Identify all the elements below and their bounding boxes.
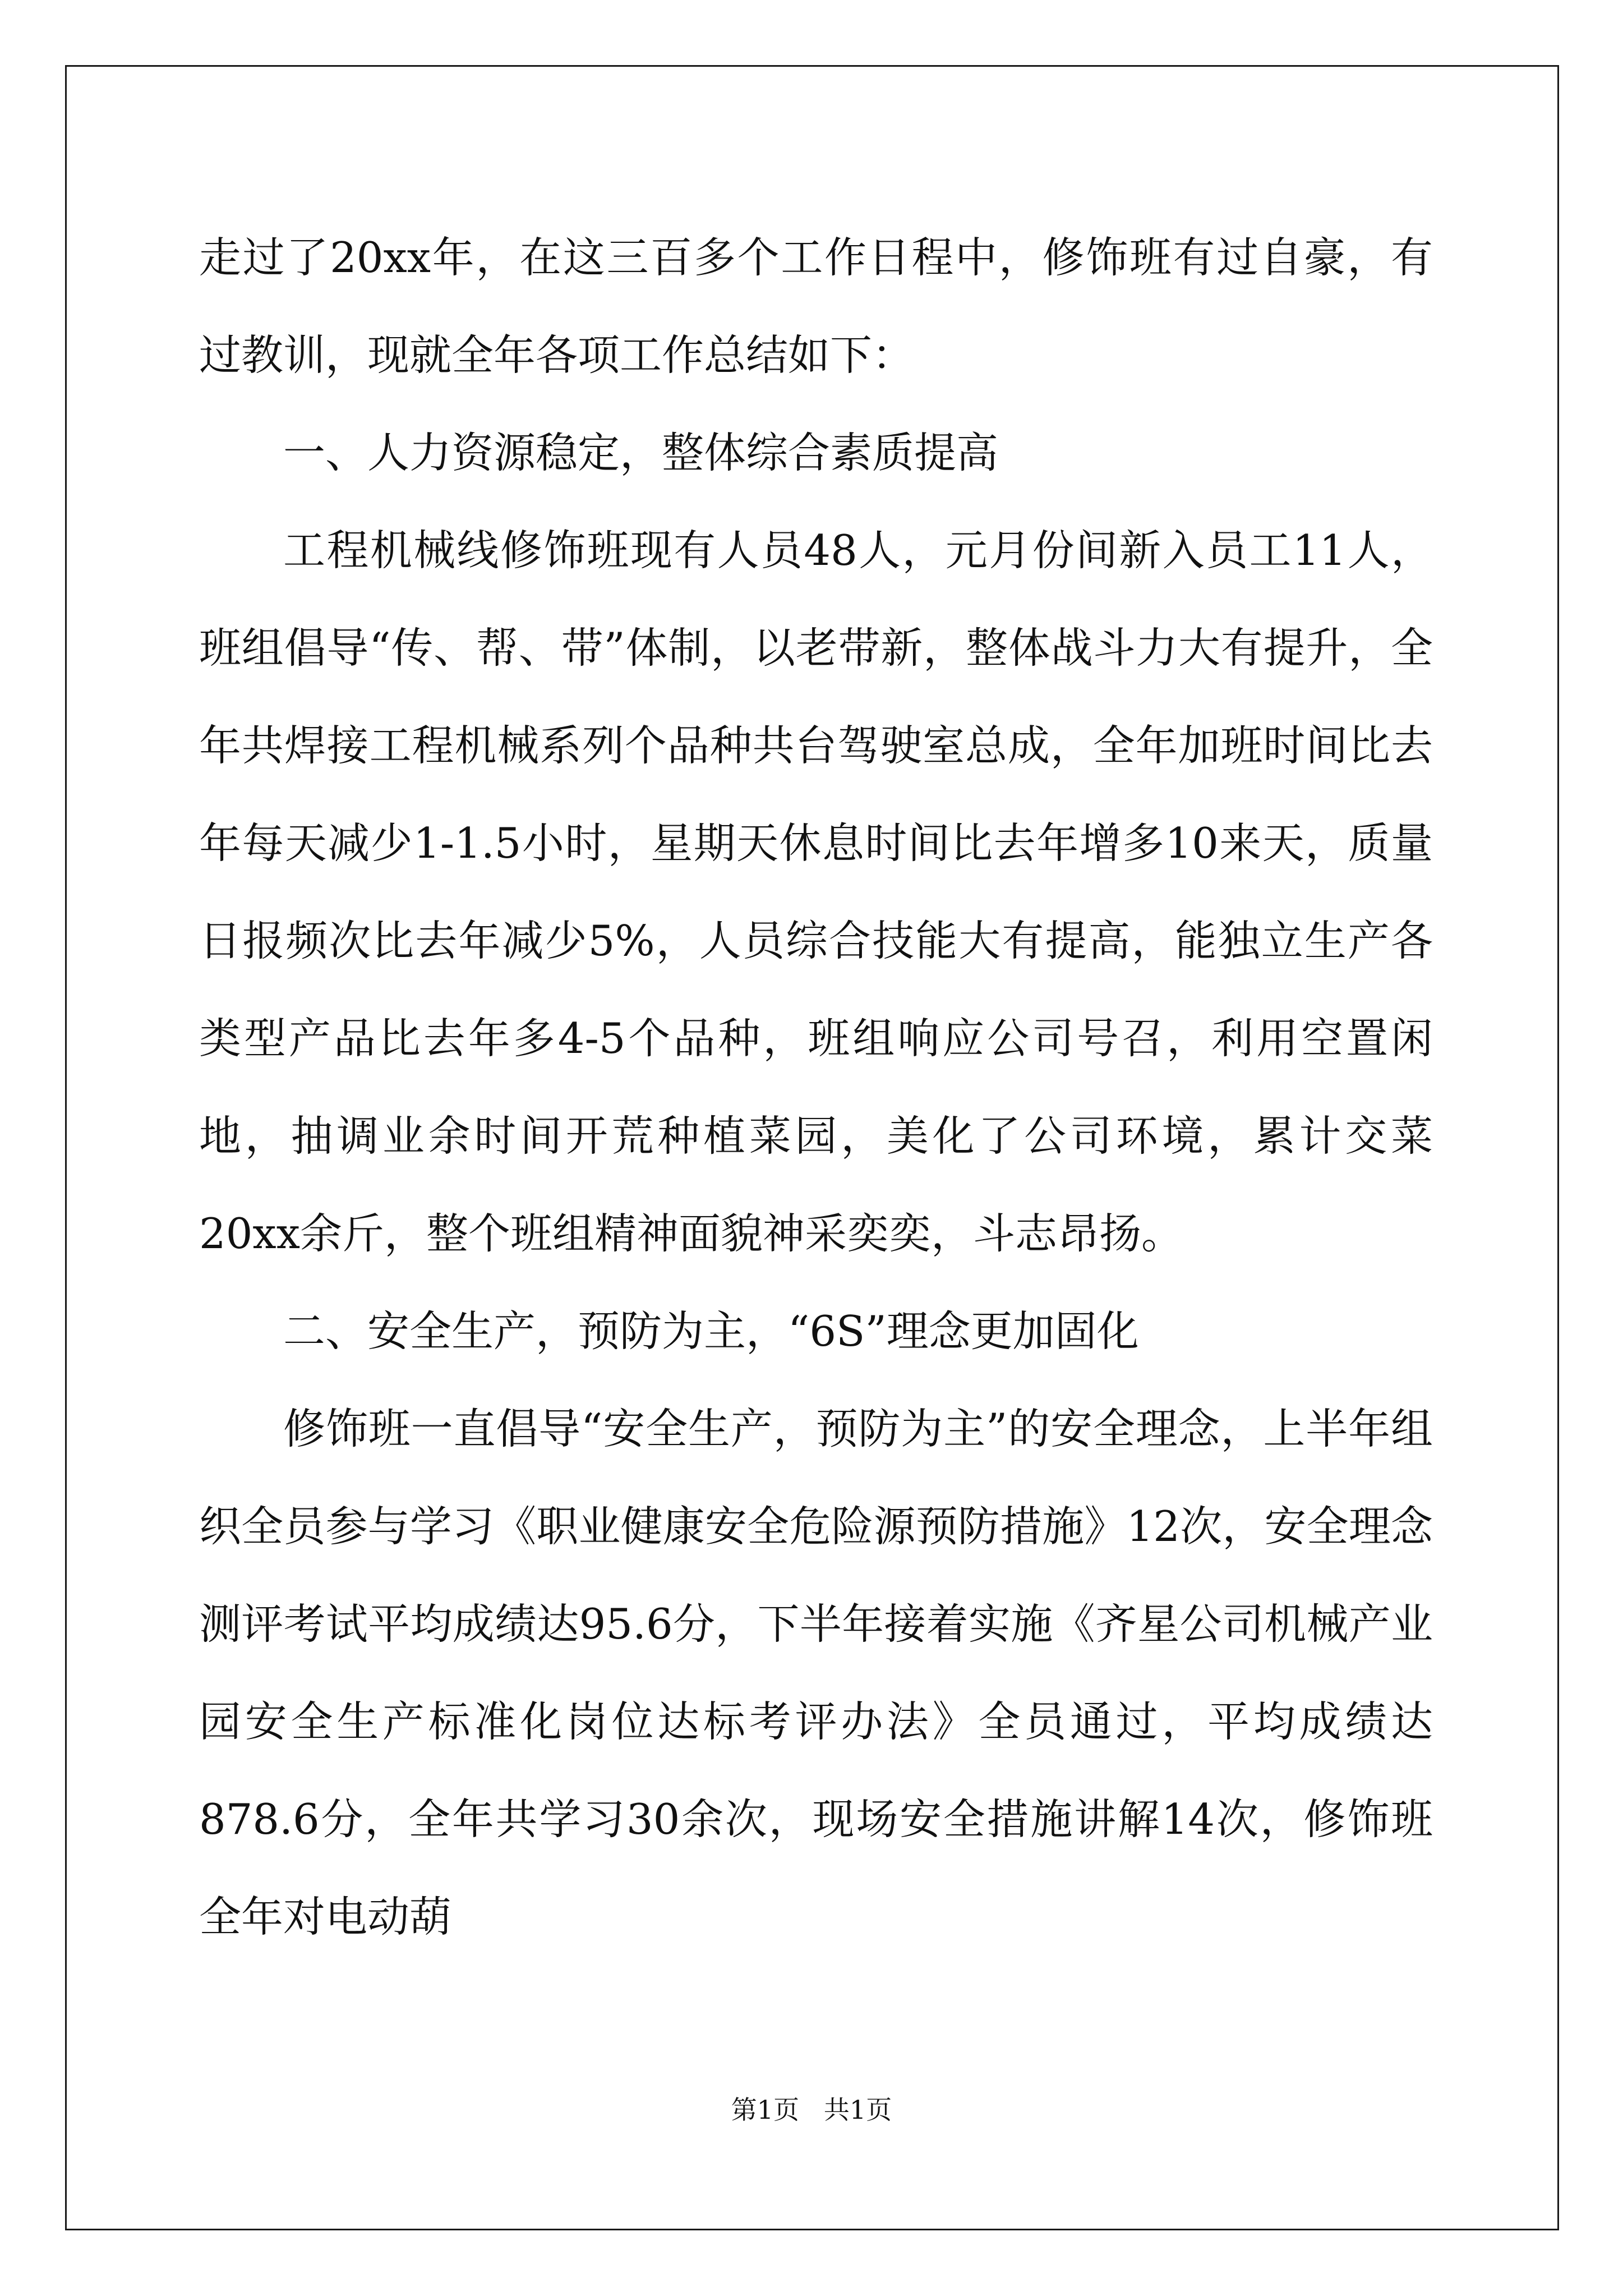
- section-heading-2: 二、安全生产，预防为主，“6S”理念更加固化: [283, 1306, 1139, 1356]
- paragraph-hr: 工程机械线修饰班现有人员48人，元月份间新入员工11人，班组倡导“传、帮、带”体制，以老带新，整体战斗力大有提升，全年共焊接工程机械系列个品种共台驾驶室总成，全年加班时间比去年每天减少1-1.5小时，星期天休息时间比去年增多10来天，质量日报频次比去年减少5%，人员综合技能大有提高，能独立生产各类型产品比去年多4-5个品种，班组响应公司号召，利用空置闲地，抽调业余时间开荒种植菜园，美化了公司环境，累计交菜20xx余斤，整个班组精神面貌神采奕奕，斗志昂扬。: [199, 526, 1433, 1258]
- paragraph-safety: 修饰班一直倡导“安全生产，预防为主”的安全理念，上半年组织全员参与学习《职业健康安全危险源预防措施》12次，安全理念测评考试平均成绩达95.6分，下半年接着实施《齐星公司机械产业园安全生产标准化岗位达标考评办法》全员通过，平均成绩达878.6分，全年共学习30余次，现场安全措施讲解14次，修饰班全年对电动葫: [199, 1404, 1433, 1941]
- paragraph-intro: 走过了20xx年，在这三百多个工作日程中，修饰班有过自豪，有过教训，现就全年各项工作总结如下：: [199, 233, 1433, 380]
- document-body: [199, 209, 1433, 1966]
- section-heading-1: 一、人力资源稳定，整体综合素质提高: [283, 428, 999, 477]
- page-number-footer: 第1页 共1页: [731, 2095, 892, 2125]
